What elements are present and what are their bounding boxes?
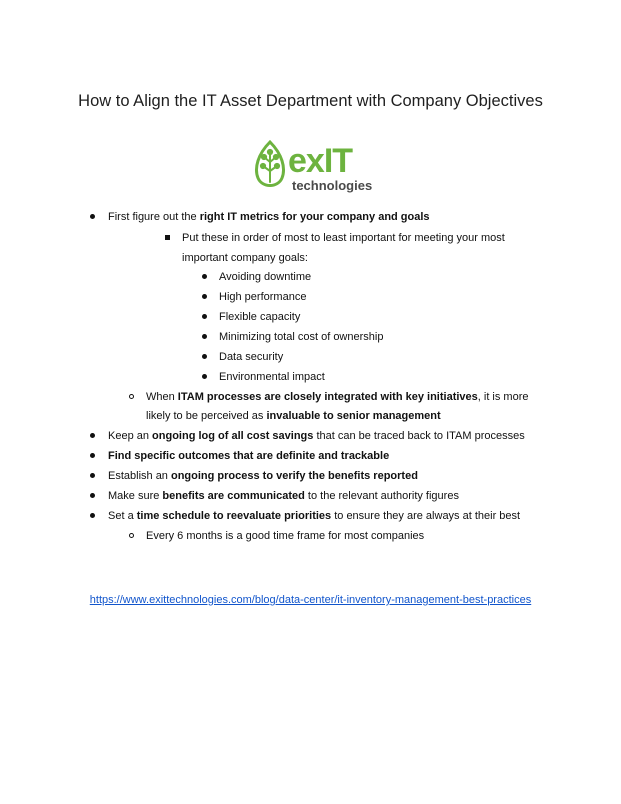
- list-item: Find specific outcomes that are definite and trackable: [108, 450, 390, 462]
- bullet-disc: [90, 433, 95, 438]
- list-item: Make sure benefits are communicated to the relevant authority figures: [108, 490, 459, 502]
- bullet-disc: [90, 513, 95, 518]
- list-item: Flexible capacity: [219, 311, 301, 323]
- bullet-disc: [202, 334, 207, 339]
- list-item-continued: likely to be perceived as invaluable to senior management: [146, 410, 441, 422]
- list-item-continued: important company goals:: [182, 252, 308, 264]
- list-item: When ITAM processes are closely integrated with key initiatives, it is more: [146, 391, 529, 403]
- bullet-square: [165, 235, 170, 240]
- document-title: How to Align the IT Asset Department with Company Objectives: [78, 92, 543, 110]
- bullet-circle: [129, 394, 134, 399]
- list-item: Put these in order of most to least important for meeting your most: [182, 232, 505, 244]
- list-item: Set a time schedule to reevaluate priorities to ensure they are always at their best: [108, 510, 521, 522]
- list-item: Establish an ongoing process to verify the benefits reported: [108, 470, 418, 482]
- list-item: Data security: [219, 351, 284, 363]
- bullet-disc: [202, 294, 207, 299]
- bullet-disc: [202, 314, 207, 319]
- bullet-disc: [90, 214, 95, 219]
- list-item: High performance: [219, 291, 307, 303]
- list-item: Environmental impact: [219, 371, 325, 383]
- bullet-disc: [90, 493, 95, 498]
- list-item: First figure out the right IT metrics for your company and goals: [108, 211, 430, 223]
- bullet-disc: [202, 274, 207, 279]
- list-item: Keep an ongoing log of all cost savings that can be traced back to ITAM processes: [108, 430, 525, 442]
- logo-sub-text: technologies: [292, 178, 373, 193]
- bullet-disc: [202, 374, 207, 379]
- logo-brand-text: exIT: [288, 142, 353, 180]
- list-item: Minimizing total cost of ownership: [219, 331, 384, 343]
- list-item: Every 6 months is a good time frame for most companies: [146, 530, 425, 542]
- source-link[interactable]: https://www.exittechnologies.com/blog/data-center/it-inventory-management-best-practices: [89, 594, 532, 606]
- bullet-disc: [90, 453, 95, 458]
- bullet-circle: [129, 533, 134, 538]
- bullet-disc: [90, 473, 95, 478]
- bullet-disc: [202, 354, 207, 359]
- list-item: Avoiding downtime: [219, 271, 312, 283]
